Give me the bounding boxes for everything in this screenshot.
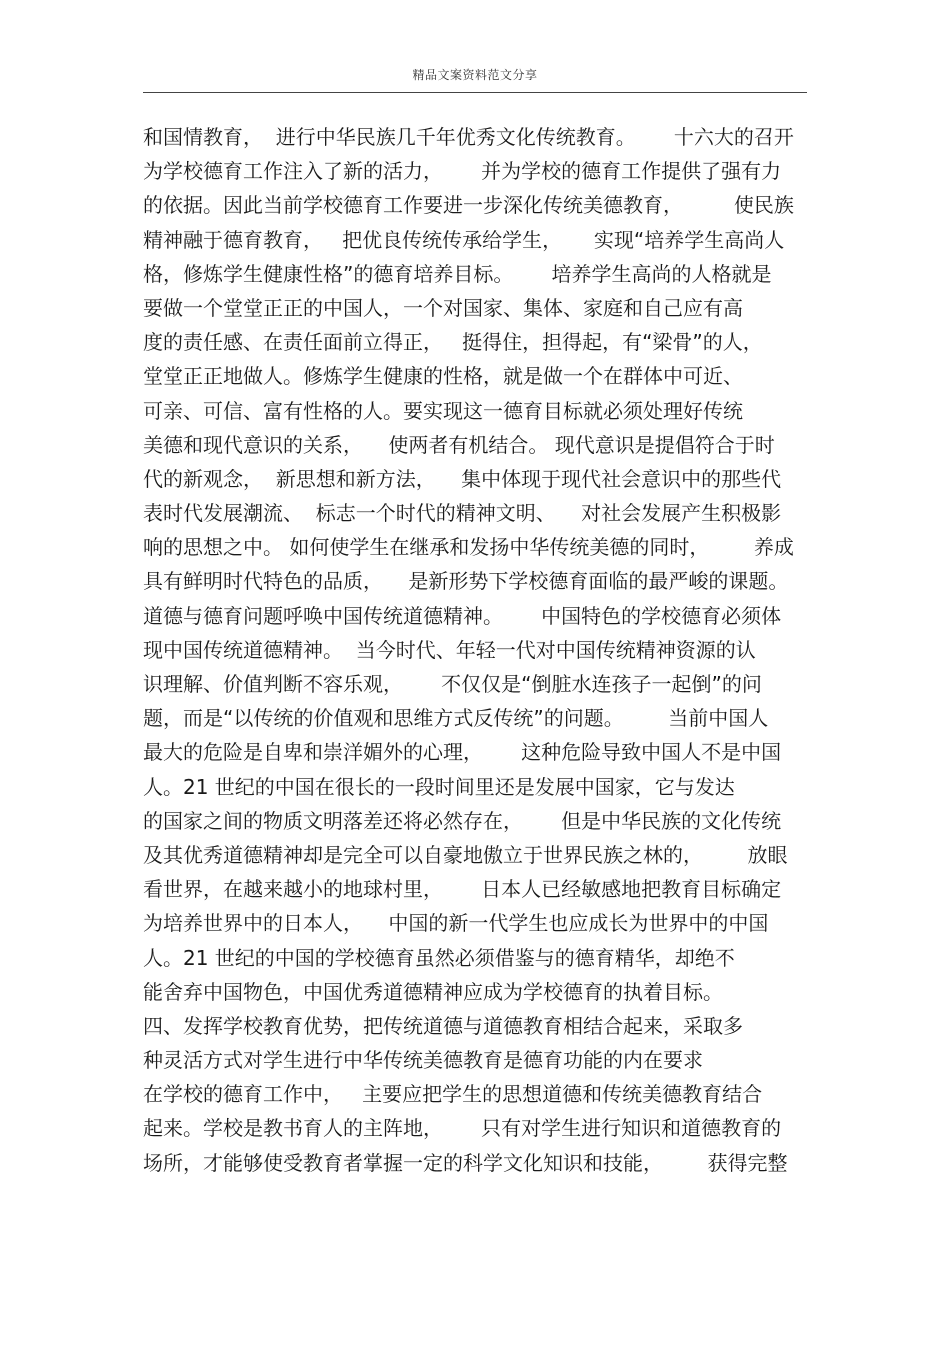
text-line: 格，修炼学生健康性格”的德育培养目标。 培养学生高尚的人格就是 (143, 261, 772, 286)
text-line: 题，而是“以传统的价值观和思维方式反传统”的问题。 当前中国人 (143, 706, 769, 731)
text-line: 在学校的德育工作中， 主要应把学生的思想道德和传统美德教育结合 (143, 1082, 763, 1107)
text-line: 具有鲜明时代特色的品质， 是新形势下学校德育面临的最严峻的课题。 (143, 569, 789, 594)
text-line: 为学校德育工作注入了新的活力， 并为学校的德育工作提供了强有力 (143, 159, 782, 184)
text-line: 看世界，在越来越小的地球村里， 日本人已经敏感地把教育目标确定 (143, 877, 782, 902)
text-line: 的国家之间的物质文明落差还将必然存在， 但是中华民族的文化传统 (143, 808, 782, 833)
page-header: 精品文案资料范文分享 (412, 68, 538, 82)
text-line: 度的责任感、在责任面前立得正， 挺得住，担得起，有“梁骨”的人， (143, 330, 763, 355)
text-line: 场所，才能够使受教育者掌握一定的科学文化知识和技能， 获得完整 (143, 1150, 788, 1175)
text-line: 及其优秀道德精神却是完全可以自豪地傲立于世界民族之林的， 放眼 (143, 842, 788, 867)
text-line: 代的新观念， 新思想和新方法， 集中体现于现代社会意识中的那些代 (143, 466, 782, 491)
header-divider (143, 92, 807, 93)
text-line: 人。21 世纪的中国在很长的一段时间里还是发展中国家，它与发达 (143, 774, 735, 799)
text-line: 能舍弃中国物色，中国优秀道德精神应成为学校德育的执着目标。 (143, 979, 723, 1004)
text-line: 四、发挥学校教育优势，把传统道德与道德教育相结合起来，采取多 (143, 1013, 743, 1038)
text-line: 为培养世界中的日本人， 中国的新一代学生也应成长为世界中的中国 (143, 911, 769, 936)
text-line: 可亲、可信、富有性格的人。要实现这一德育目标就必须处理好传统 (143, 398, 743, 423)
text-line: 响的思想之中。 如何使学生在继承和发扬中华传统美德的同时， 养成 (143, 535, 794, 560)
text-line: 表时代发展潮流、 标志一个时代的精神文明、 对社会发展产生积极影 (143, 501, 782, 526)
text-line: 道德与德育问题呼唤中国传统道德精神。 中国特色的学校德育必须体 (143, 603, 782, 628)
text-line: 要做一个堂堂正正的中国人，一个对国家、集体、家庭和自己应有高 (143, 295, 743, 320)
text-line: 美德和现代意识的关系， 使两者有机结合。 现代意识是提倡符合于时 (143, 432, 775, 457)
text-line: 和国情教育， 进行中华民族几千年优秀文化传统教育。 十六大的召开 (143, 125, 794, 149)
text-line: 种灵活方式对学生进行中华传统美德教育是德育功能的内在要求 (143, 1048, 703, 1073)
text-line: 人。21 世纪的中国的学校德育虽然必须借鉴与的德育精华，却绝不 (143, 945, 735, 970)
body-text (143, 120, 813, 1180)
text-line: 起来。学校是教书育人的主阵地， 只有对学生进行知识和道德教育的 (143, 1116, 782, 1141)
text-line: 精神融于德育教育， 把优良传统传承给学生， 实现“培养学生高尚人 (143, 227, 785, 252)
text-line: 现中国传统道德精神。 当今时代、年轻一代对中国传统精神资源的认 (143, 637, 756, 662)
text-line: 的依据。因此当前学校德育工作要进一步深化传统美德教育， 使民族 (143, 193, 794, 218)
text-line: 最大的危险是自卑和崇洋媚外的心理， 这种危险导致中国人不是中国 (143, 740, 782, 765)
text-line: 识理解、价值判断不容乐观， 不仅仅是“倒脏水连孩子一起倒”的问 (143, 672, 762, 696)
text-line: 堂堂正正地做人。修炼学生健康的性格，就是做一个在群体中可近、 (143, 364, 743, 389)
